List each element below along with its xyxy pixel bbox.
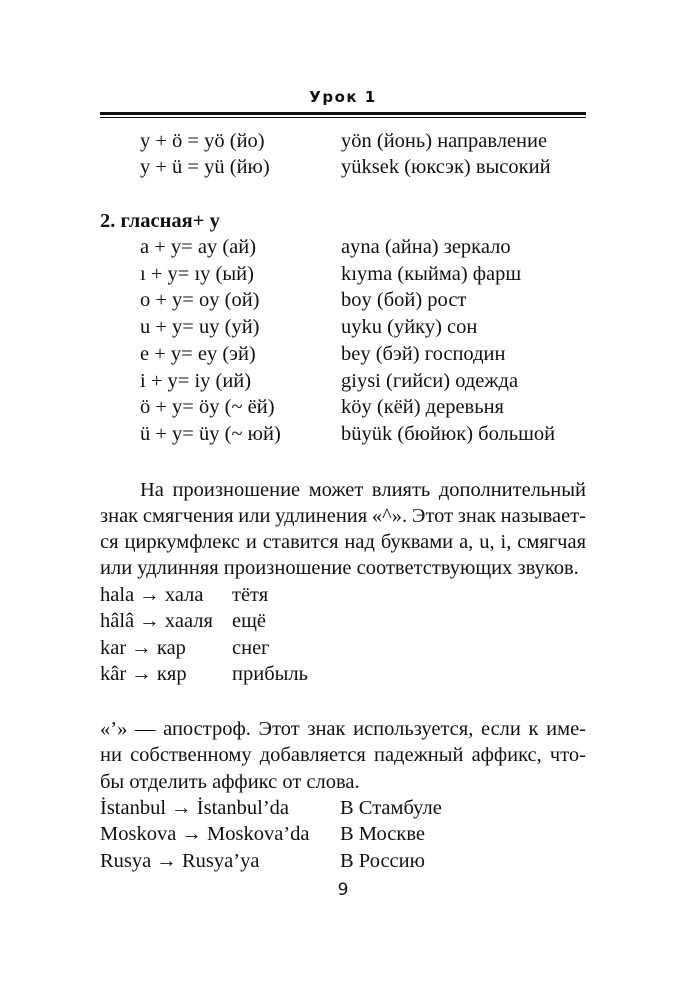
paragraph-line: ни собственному добавляется падежный аффикс, что- [100, 744, 586, 766]
meaning-text: прибыль [232, 663, 308, 685]
rule-text: o + y= oy (ой) [140, 289, 260, 312]
rule-text: ı + y= ıy (ый) [140, 262, 254, 285]
example-text: yüksek (юксэк) высокий [341, 156, 551, 178]
word-text: kar → кар [100, 637, 186, 659]
word-text: Moskova → Moskova’da [100, 823, 310, 845]
rule-text: ü + y= üy (~ юй) [140, 422, 281, 445]
paragraph-line: ся циркумфлекс и ставится над буквами a, u, i, смягчая [100, 531, 586, 553]
paragraph-line: бы отделить аффикс от слова. [100, 771, 360, 793]
meaning-text: тётя [232, 584, 269, 606]
word-text: kâr → кяр [100, 663, 187, 685]
example-text: giysi (гийси) одежда [341, 369, 519, 392]
paragraph-line: «’» — апостроф. Этот знак используется, если к име- [100, 718, 586, 740]
example-text: ayna (айна) зеркало [341, 236, 511, 258]
meaning-text: В Россию [340, 850, 425, 872]
word-text: hala → хала [100, 584, 204, 606]
example-text: köy (кёй) деревьня [341, 396, 504, 419]
rule-text: i + y= iy (ий) [140, 369, 252, 392]
example-text: bey (бэй) господин [341, 342, 506, 365]
rule-text: a + y= ay (ай) [140, 236, 257, 258]
word-text: Rusya → Rusya’ya [100, 850, 260, 872]
rule-text: u + y= uy (уй) [140, 316, 260, 339]
example-text: büyük (бюйюк) большой [341, 422, 556, 445]
rule-text: ö + y= öy (~ ёй) [140, 396, 275, 419]
section-title: 2. гласная+ y [100, 210, 220, 232]
example-text: uyku (уйку) сон [341, 316, 478, 339]
word-text: hâlâ → хааля [100, 610, 213, 632]
paragraph-line: На произношение может влиять дополнительный [140, 479, 586, 501]
page-number: 9 [337, 880, 349, 900]
rule-text: y + ü = yü (йю) [140, 156, 270, 178]
meaning-text: В Москве [340, 823, 425, 845]
example-text: boy (бой) рост [341, 289, 467, 312]
running-header: Урок 1 [309, 88, 377, 106]
rule-text: e + y= ey (эй) [140, 342, 256, 365]
word-text: İstanbul → İstanbul’da [100, 797, 290, 819]
example-text: yön (йонь) направление [341, 130, 548, 152]
meaning-text: снег [232, 637, 270, 659]
header-rule-thick [100, 112, 586, 115]
rule-text: y + ö = yö (йо) [140, 130, 265, 152]
header-rule-thin [100, 117, 586, 118]
example-text: kıyma (кыйма) фарш [341, 262, 522, 285]
paragraph-line: знак смягчения или удлинения «^». Этот знак называет- [100, 505, 586, 527]
meaning-text: В Стамбуле [340, 797, 442, 819]
meaning-text: ещё [232, 610, 266, 632]
paragraph-line: или удлинняя произношение соответствующих звуков. [100, 557, 579, 579]
